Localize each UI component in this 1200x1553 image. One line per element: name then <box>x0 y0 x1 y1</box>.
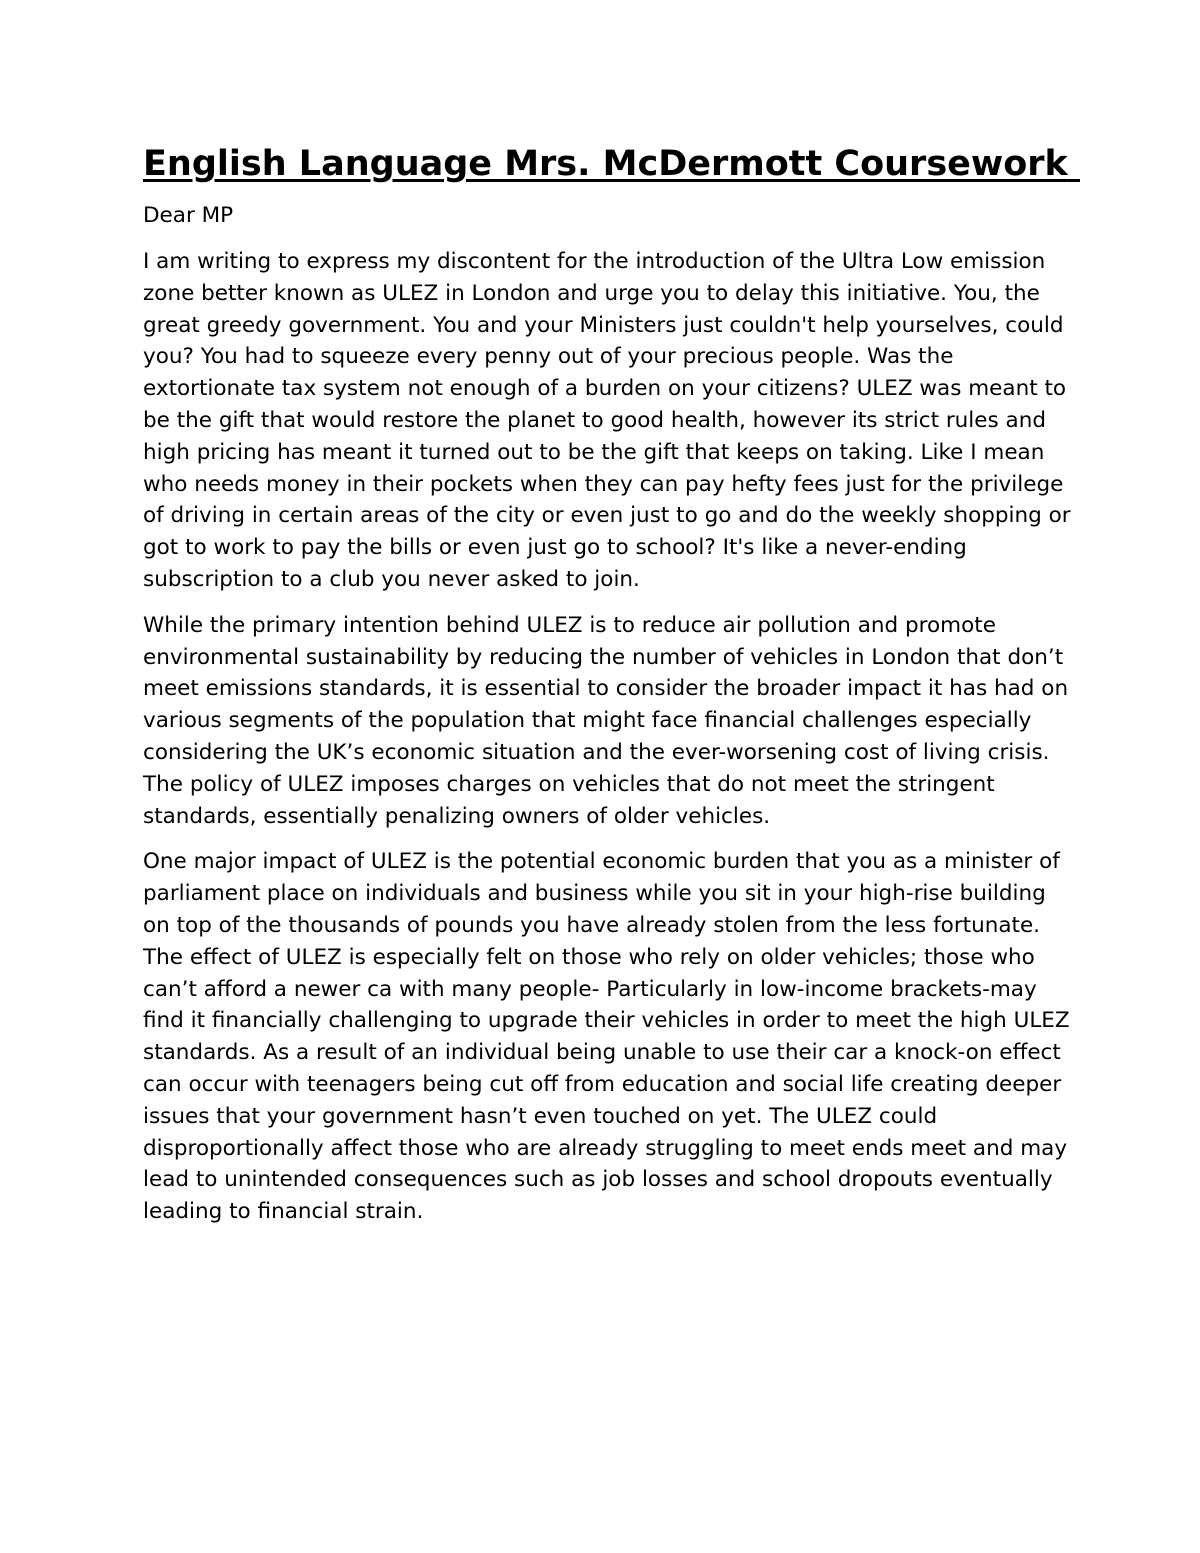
paragraph-intention: While the primary intention behind ULEZ is to reduce air pollution and promote environmental sustainability by reducing the number of vehicles in London that don’t meet emissions standards, it is essential to consider the broader impact it has had on various segments of the population that might face financial challenges especially considering the UK’s economic situation and the ever-worsening cost of living crisis. The policy of ULEZ imposes charges on vehicles that do not meet the stringent standards, essentially penalizing owners of older vehicles. <box>143 612 1069 829</box>
document-title: English Language Mrs. McDermott Coursework <box>143 144 1080 184</box>
salutation: Dear MP <box>143 203 234 228</box>
paragraph-impact: One major impact of ULEZ is the potential economic burden that you as a minister of parliament place on individuals and business while you sit in your high-rise building on top of the thousands of pounds you have already stolen from the less fortunate. The effect of ULEZ is especially felt on those who rely on older vehicles; those who can’t afford a newer ca with many people- Particularly in low-income brackets-may find it financially challenging to upgrade their vehicles in order to meet the high ULEZ standards. As a result of an individual being unable to use their car a knock-on effect can occur with teenagers being cut off from education and social life creating deeper issues that your government hasn’t even touched on yet. The ULEZ could disproportionally affect those who are already struggling to meet ends meet and may lead to unintended consequences such as job losses and school dropouts eventually leading to financial strain. <box>143 849 1070 1225</box>
paragraph-intro: I am writing to express my discontent for the introduction of the Ultra Low emission zone better known as ULEZ in London and urge you to delay this initiative. You, the great greedy government. You and your Ministers just couldn't help yourselves, could you? You had to squeeze every penny out of your precious people. Was the extortionate tax system not enough of a burden on your citizens? ULEZ was meant to be the gift that would restore the planet to good health, however its strict rules and high pricing has meant it turned out to be the gift that keeps on taking. Like I mean who needs money in their pockets when they can pay hefty fees just for the privilege of driving in certain areas of the city or even just to go and do the weekly shopping or got to work to pay the bills or even just go to school? It's like a never-ending subscription to a club you never asked to join. <box>143 249 1071 592</box>
document-body <box>143 140 1080 1242</box>
